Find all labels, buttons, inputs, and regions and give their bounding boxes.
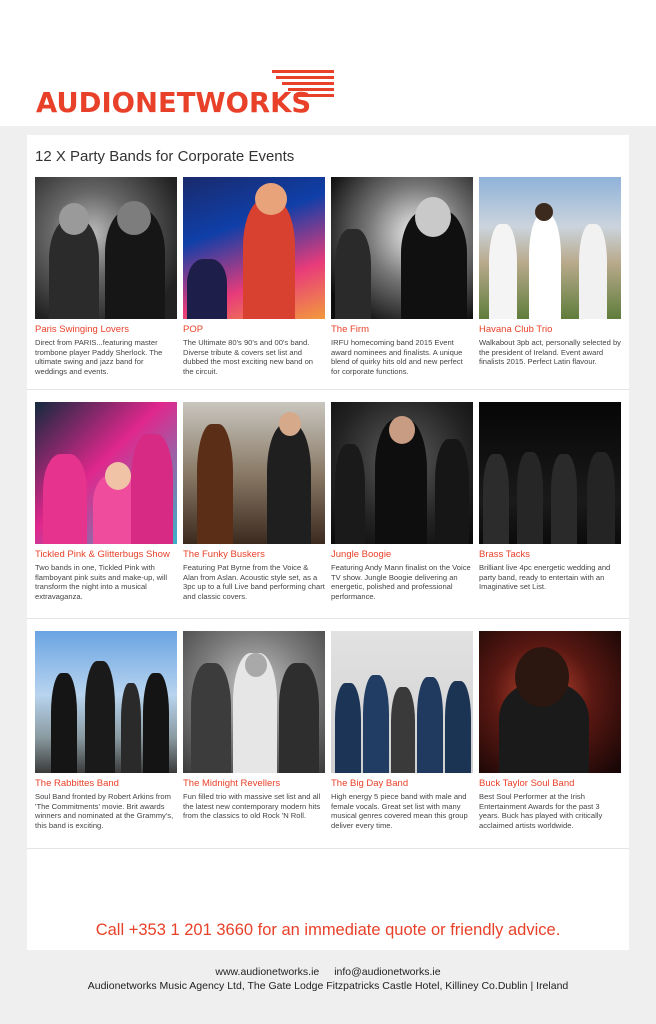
band-name[interactable]: The Big Day Band bbox=[331, 778, 409, 789]
band-description: Two bands in one, Tickled Pink with flamboyant pink suits and make-up, will transform the night into a musical extravaganza. bbox=[35, 563, 168, 601]
band-photo[interactable] bbox=[35, 402, 177, 544]
band-description: Soul Band fronted by Robert Arkins from 'The Commitments' movie. Brit awards winners and nominated at the Grammy's, this band is exciting. bbox=[35, 792, 174, 830]
band-photo[interactable] bbox=[331, 402, 473, 544]
band-photo[interactable] bbox=[183, 177, 325, 319]
band-description: Fun filled trio with massive set list and all the latest new contemporary modern hits from the classics to old Rock 'N Roll. bbox=[183, 792, 321, 821]
band-description: Featuring Pat Byrne from the Voice & Alan from Aslan. Acoustic style set, as a 3pc up to a full Live band performing chart and classic covers. bbox=[183, 563, 325, 601]
band-name[interactable]: The Midnight Revellers bbox=[183, 778, 281, 789]
band-card[interactable] bbox=[35, 177, 177, 376]
footer bbox=[0, 965, 656, 993]
band-card[interactable] bbox=[183, 177, 325, 376]
band-description: High energy 5 piece band with male and female vocals. Great set list with many musical genres covered mean this group deliver every time. bbox=[331, 792, 468, 830]
band-name[interactable]: The Firm bbox=[331, 324, 369, 335]
band-card[interactable] bbox=[35, 402, 177, 601]
band-description: Featuring Andy Mann finalist on the Voice TV show. Jungle Boogie delivering an energetic, polished and professional performance. bbox=[331, 563, 471, 601]
band-photo[interactable] bbox=[331, 631, 473, 773]
row-divider bbox=[27, 389, 629, 390]
band-name[interactable]: Tickled Pink & Glitterbugs Show bbox=[35, 549, 170, 560]
email-link[interactable]: info@audionetworks.ie bbox=[334, 966, 441, 978]
call-to-action[interactable]: Call +353 1 201 3660 for an immediate quote or friendly advice. bbox=[95, 921, 561, 939]
content-panel bbox=[27, 135, 629, 950]
band-card[interactable] bbox=[35, 631, 177, 830]
header bbox=[0, 0, 656, 126]
band-card[interactable] bbox=[479, 631, 621, 830]
band-description: Walkabout 3pb act, personally selected by the president of Ireland. Event award finalists 2015. Perfect Latin flavour. bbox=[479, 338, 621, 367]
band-card[interactable] bbox=[479, 177, 621, 367]
band-card[interactable] bbox=[331, 177, 473, 376]
band-name[interactable]: The Funky Buskers bbox=[183, 549, 265, 560]
band-photo[interactable] bbox=[331, 177, 473, 319]
band-photo[interactable] bbox=[35, 177, 177, 319]
footer-address: Audionetworks Music Agency Ltd, The Gate Lodge Fitzpatricks Castle Hotel, Killiney Co.Dublin | Ireland bbox=[87, 980, 569, 992]
band-card[interactable] bbox=[331, 631, 473, 830]
row-divider bbox=[27, 848, 629, 849]
band-card[interactable] bbox=[331, 402, 473, 601]
band-name[interactable]: The Rabbittes Band bbox=[35, 778, 119, 789]
page-title: 12 X Party Bands for Corporate Events bbox=[35, 148, 295, 165]
band-name[interactable]: Paris Swinging Lovers bbox=[35, 324, 129, 335]
band-photo[interactable] bbox=[479, 402, 621, 544]
band-card[interactable] bbox=[183, 631, 325, 821]
band-photo[interactable] bbox=[183, 402, 325, 544]
band-photo[interactable] bbox=[479, 631, 621, 773]
band-description: IRFU homecoming band 2015 Event award nominees and finalists. A unique blend of quirky hits old and new perfect for corporate functions. bbox=[331, 338, 463, 376]
band-name[interactable]: POP bbox=[183, 324, 204, 335]
band-name[interactable]: Havana Club Trio bbox=[479, 324, 553, 335]
band-description: Brilliant live 4pc energetic wedding and party band, ready to entertain with an Imaginative set List. bbox=[479, 563, 611, 592]
band-photo[interactable] bbox=[183, 631, 325, 773]
band-card[interactable] bbox=[479, 402, 621, 592]
band-description: Best Soul Performer at the Irish Entertainment Awards for the past 3 years. Buck has played with critically acclaimed artists worldwide. bbox=[479, 792, 603, 830]
band-photo[interactable] bbox=[35, 631, 177, 773]
website-link[interactable]: www.audionetworks.ie bbox=[215, 966, 320, 978]
band-name[interactable]: Buck Taylor Soul Band bbox=[479, 778, 575, 789]
band-name[interactable]: Brass Tacks bbox=[479, 549, 531, 560]
band-card[interactable] bbox=[183, 402, 325, 601]
footer-links bbox=[0, 965, 656, 979]
audionetworks-logo[interactable] bbox=[36, 70, 336, 120]
logo-text: AUDIONETWORKS bbox=[36, 86, 312, 119]
row-divider bbox=[27, 618, 629, 619]
band-description: The Ultimate 80's 90's and 00's band. Diverse tribute & covers set list and dubbed the most exciting new band on the circuit. bbox=[183, 338, 314, 376]
band-description: Direct from PARIS...featuring master trombone player Paddy Sherlock. The ultimate swing and jazz band for weddings and events. bbox=[35, 338, 163, 376]
band-photo[interactable] bbox=[479, 177, 621, 319]
band-name[interactable]: Jungle Boogie bbox=[331, 549, 392, 560]
